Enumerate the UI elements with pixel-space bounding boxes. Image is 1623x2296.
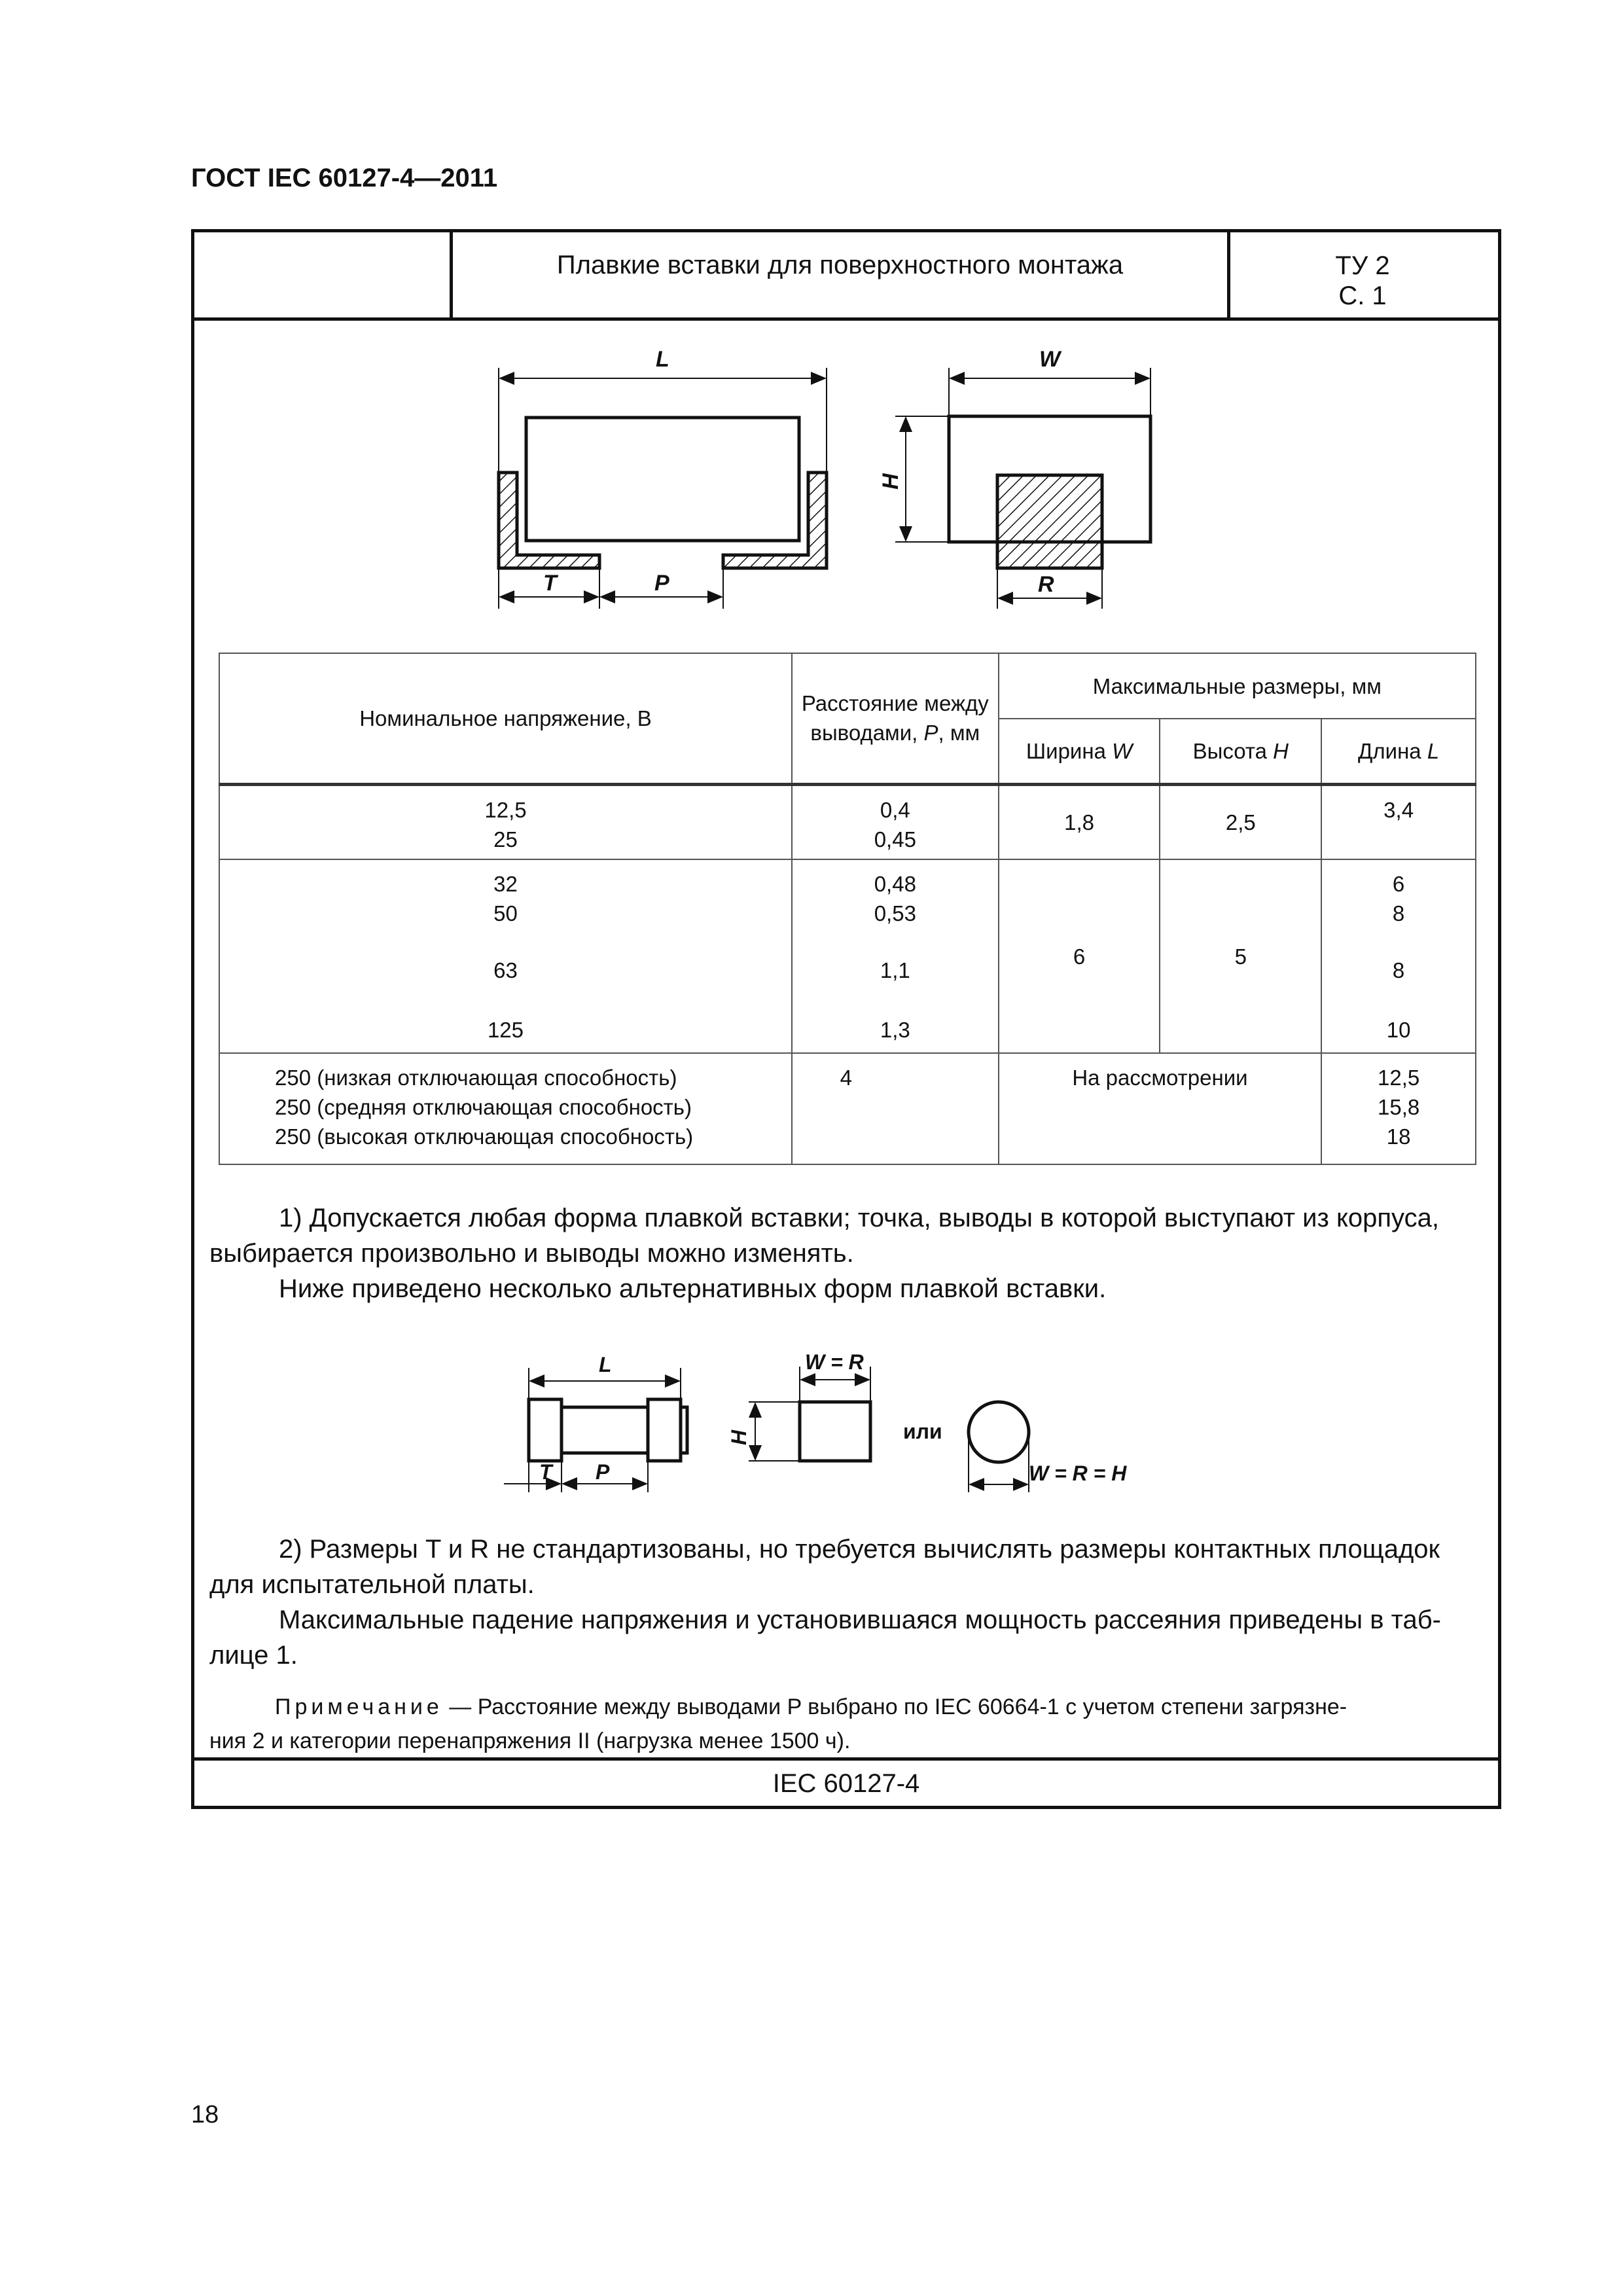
label-or: или bbox=[903, 1420, 942, 1443]
end-terminal bbox=[997, 475, 1102, 568]
fuse-dimension-drawing bbox=[458, 340, 1230, 615]
cylindrical-side-view bbox=[504, 1353, 687, 1492]
table-row bbox=[219, 1053, 1476, 1164]
g1-pitches: 0,4 0,45 bbox=[792, 784, 999, 859]
g1-height: 2,5 bbox=[1160, 784, 1321, 859]
g3-pitch: 4 bbox=[792, 1053, 999, 1164]
header-length: Длина L bbox=[1321, 719, 1476, 784]
note-2-line3: Максимальные падение напряжения и установившаяся мощность рассеяния приведены в таб- bbox=[279, 1605, 1441, 1634]
g2-height: 5 bbox=[1160, 859, 1321, 1053]
g2-lengths: 6 8 8 10 bbox=[1321, 859, 1476, 1053]
square-end bbox=[800, 1402, 870, 1461]
g2-pitches: 0,48 0,53 1,1 1,3 bbox=[792, 859, 999, 1053]
title-divider bbox=[194, 317, 1498, 321]
sheet-footer: IEC 60127-4 bbox=[772, 1769, 920, 1798]
remark-line2: ния 2 и категории перенапряжения II (нагрузка менее 1500 ч). bbox=[209, 1729, 851, 1753]
header-pitch-line1: Расстояние между bbox=[801, 691, 989, 716]
table-row bbox=[219, 784, 1476, 859]
header-voltage: Номинальное напряжение, В bbox=[219, 653, 792, 784]
round-end bbox=[969, 1402, 1029, 1462]
label-T-2: T bbox=[539, 1460, 552, 1484]
header-height: Высота H bbox=[1160, 719, 1321, 784]
end-view bbox=[878, 347, 1150, 609]
g3-lengths: 12,5 15,8 18 bbox=[1321, 1053, 1476, 1164]
label-WRH: W = R = H bbox=[1029, 1462, 1127, 1485]
round-end-view bbox=[969, 1402, 1127, 1492]
label-W: W bbox=[1039, 347, 1061, 372]
label-L: L bbox=[656, 347, 669, 372]
remark bbox=[209, 1690, 1486, 1758]
page-number: 18 bbox=[191, 2101, 219, 2128]
note-1-line3: Ниже приведено несколько альтернативных форм плавкой вставки. bbox=[279, 1274, 1107, 1303]
note-2-line4: лице 1. bbox=[209, 1641, 298, 1670]
label-WR: W = R bbox=[805, 1350, 864, 1374]
fuse-body bbox=[526, 418, 799, 541]
label-L-2: L bbox=[599, 1353, 612, 1376]
table-row bbox=[219, 859, 1476, 1053]
label-H: H bbox=[878, 473, 903, 490]
square-end-view bbox=[727, 1350, 870, 1461]
header-pitch-line2: выводами, P, мм bbox=[810, 721, 980, 745]
note-2-line2: для испытательной платы. bbox=[209, 1570, 535, 1599]
g3-voltages: 250 (низкая отключающая способность) 250 (средняя отключающая способность) 250 (высокая отключающая способность) bbox=[219, 1053, 792, 1164]
note-1-line1: 1) Допускается любая форма плавкой вставки; точка, выводы в которой выступают из корпуса, bbox=[279, 1204, 1439, 1232]
g1-length: 3,4 bbox=[1321, 784, 1476, 859]
g2-width: 6 bbox=[999, 859, 1160, 1053]
header-max-dimensions: Максимальные размеры, мм bbox=[999, 653, 1476, 719]
note-2-line1: 2) Размеры T и R не стандартизованы, но требуется вычислять размеры контактных площадок bbox=[279, 1535, 1440, 1564]
sheet-ref-line2: С. 1 bbox=[1338, 281, 1387, 310]
dimensions-table bbox=[219, 653, 1476, 1165]
label-T: T bbox=[543, 571, 557, 596]
label-P: P bbox=[654, 571, 669, 596]
g2-voltages: 32 50 63 125 bbox=[219, 859, 792, 1053]
note-2 bbox=[209, 1532, 1486, 1673]
standard-id: ГОСТ IEC 60127-4—2011 bbox=[191, 164, 498, 192]
header-pitch bbox=[792, 653, 999, 784]
g1-voltages: 12,5 25 bbox=[219, 784, 792, 859]
label-H-2: H bbox=[727, 1429, 751, 1445]
note-1-line2: выбирается произвольно и выводы можно изменять. bbox=[209, 1239, 854, 1268]
g3-width-height: На рассмотрении bbox=[999, 1053, 1322, 1164]
remark-label: Примечание bbox=[275, 1695, 443, 1719]
remark-line1: Примечание — Расстояние между выводами P выбрано по IEC 60664-1 с учетом степени загрязне- bbox=[275, 1695, 1347, 1719]
sheet-title: Плавкие вставки для поверхностного монтажа bbox=[556, 251, 1124, 279]
alternative-forms-drawing bbox=[497, 1329, 1152, 1505]
side-view bbox=[499, 347, 827, 609]
label-P-2: P bbox=[596, 1460, 610, 1484]
cap-right bbox=[648, 1399, 681, 1461]
note-1 bbox=[209, 1200, 1486, 1306]
g1-width: 1,8 bbox=[999, 784, 1160, 859]
cap-left bbox=[529, 1399, 562, 1461]
sheet-ref bbox=[1230, 251, 1495, 311]
header-width: Ширина W bbox=[999, 719, 1160, 784]
label-R: R bbox=[1038, 572, 1054, 597]
sheet-ref-line1: ТУ 2 bbox=[1335, 251, 1390, 280]
